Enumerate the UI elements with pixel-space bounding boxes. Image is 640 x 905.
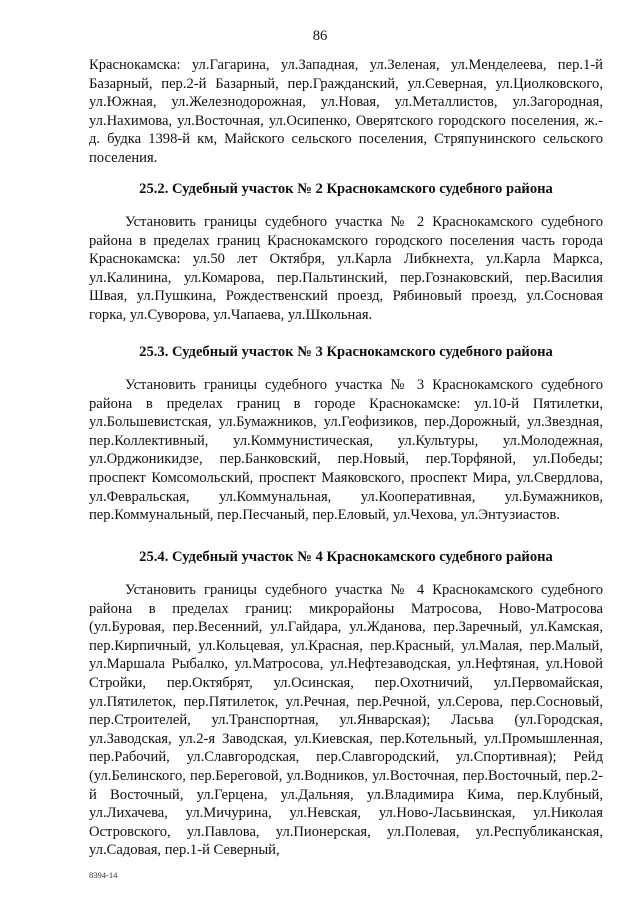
section-body-25-4-block [89,581,603,860]
section-body-25-2-block [89,213,603,325]
section-body-25-3: Установить границы судебного участка № 3 Краснокамского судебного района в пределах границ в городе Краснокамске: ул.10-й Пятилетки, ул.Большевистская, ул.Бумажников, ул.Геофизиков, пер.Дорожный, ул.Звездная, пер.Коллективный, ул.Коммунистическая, ул.Культуры, ул.Молодежная, ул.Орджоникидзе, пер.Банковский, пер.Новый, пер.Торфяной, ул.Победы; проспект Комсомольский, проспект Маяковского, проспект Мира, ул.Свердлова, ул.Февральская, ул.Коммунальная, ул.Кооперативная, ул.Бумажников, пер.Коммунальный, пер.Песчаный, пер.Еловый, ул.Чехова, ул.Энтузиастов. [89,377,603,524]
section-heading-25-2: 25.2. Судебный участок № 2 Краснокамского судебного района [139,181,553,197]
section-body-25-4: Установить границы судебного участка № 4 Краснокамского судебного района в пределах границ: микрорайоны Матросова, Ново-Матросова (ул.Буровая, пер.Весенний, ул.Гайдара, ул.Жданова, пер.Заречный, ул.Камская, пер.Кирпичный, ул.Кольцевая, ул.Красная, пер.Красный, ул.Малая, пер.Малый, ул.Маршала Рыбалко, ул.Матросова, ул.Нефтезаводская, ул.Нефтяная, ул.Новой Стройки, пер.Октябрят, ул.Осинская, пер.Охотничий, ул.Первомайская, ул.Пятилеток, пер.Пятилеток, ул.Речная, пер.Речной, ул.Серова, пер.Сосновый, пер.Строителей, ул.Транспортная, ул.Январская); Ласьва (ул.Городская, ул.Заводская, ул.2-я Заводская, ул.Киевская, пер.Котельный, ул.Промышленная, пер.Рабочий, ул.Славгородская, пер.Славгородский, ул.Спортивная); Рейд (ул.Белинского, пер.Береговой, ул.Водников, ул.Восточная, пер.Восточный, пер.2-й Восточный, ул.Герцена, ул.Дальняя, ул.Владимира Кима, пер.Клубный, ул.Лихачева, ул.Мичурина, ул.Невская, ул.Ново-Ласьвинская, ул.Николая Островского, ул.Павлова, ул.Пионерская, ул.Полевая, ул.Республиканская, ул.Садовая, пер.1-й Северный, [89,582,603,859]
section-heading-25-3: 25.3. Судебный участок № 3 Краснокамского судебного района [139,344,553,360]
intro-paragraph-block [89,56,603,168]
intro-paragraph: Краснокамска: ул.Гагарина, ул.Западная, ул.Зеленая, ул.Менделеева, пер.1-й Базарный, пер.2-й Базарный, пер.Гражданский, ул.Северная, ул.Циолковского, ул.Южная, ул.Железнодорожная, ул.Новая, ул.Металлистов, ул.Загородная, ул.Нахимова, ул.Восточная, ул.Осипенко, Оверятского городского поселения, ж.-д. будка 1398-й км, Майского сельского поселения, Стряпунинского сельского поселения. [89,57,603,166]
footer-code: 8394-14 [89,870,118,880]
page-number: 86 [312,28,328,44]
section-heading-25-4: 25.4. Судебный участок № 4 Краснокамского судебного района [139,549,553,565]
section-body-25-2: Установить границы судебного участка № 2 Краснокамского судебного района в пределах границ Краснокамского городского поселения часть города Краснокамска: ул.50 лет Октября, ул.Карла Либкнехта, ул.Карла Маркса, ул.Калинина, ул.Комарова, пер.Пальтинский, пер.Гознаковский, пер.Василия Швая, ул.Пушкина, Рождественский проезд, Рябиновый проезд, ул.Сосновая горка, ул.Суворова, ул.Чапаева, ул.Школьная. [89,214,603,323]
section-body-25-3-block [89,376,603,525]
